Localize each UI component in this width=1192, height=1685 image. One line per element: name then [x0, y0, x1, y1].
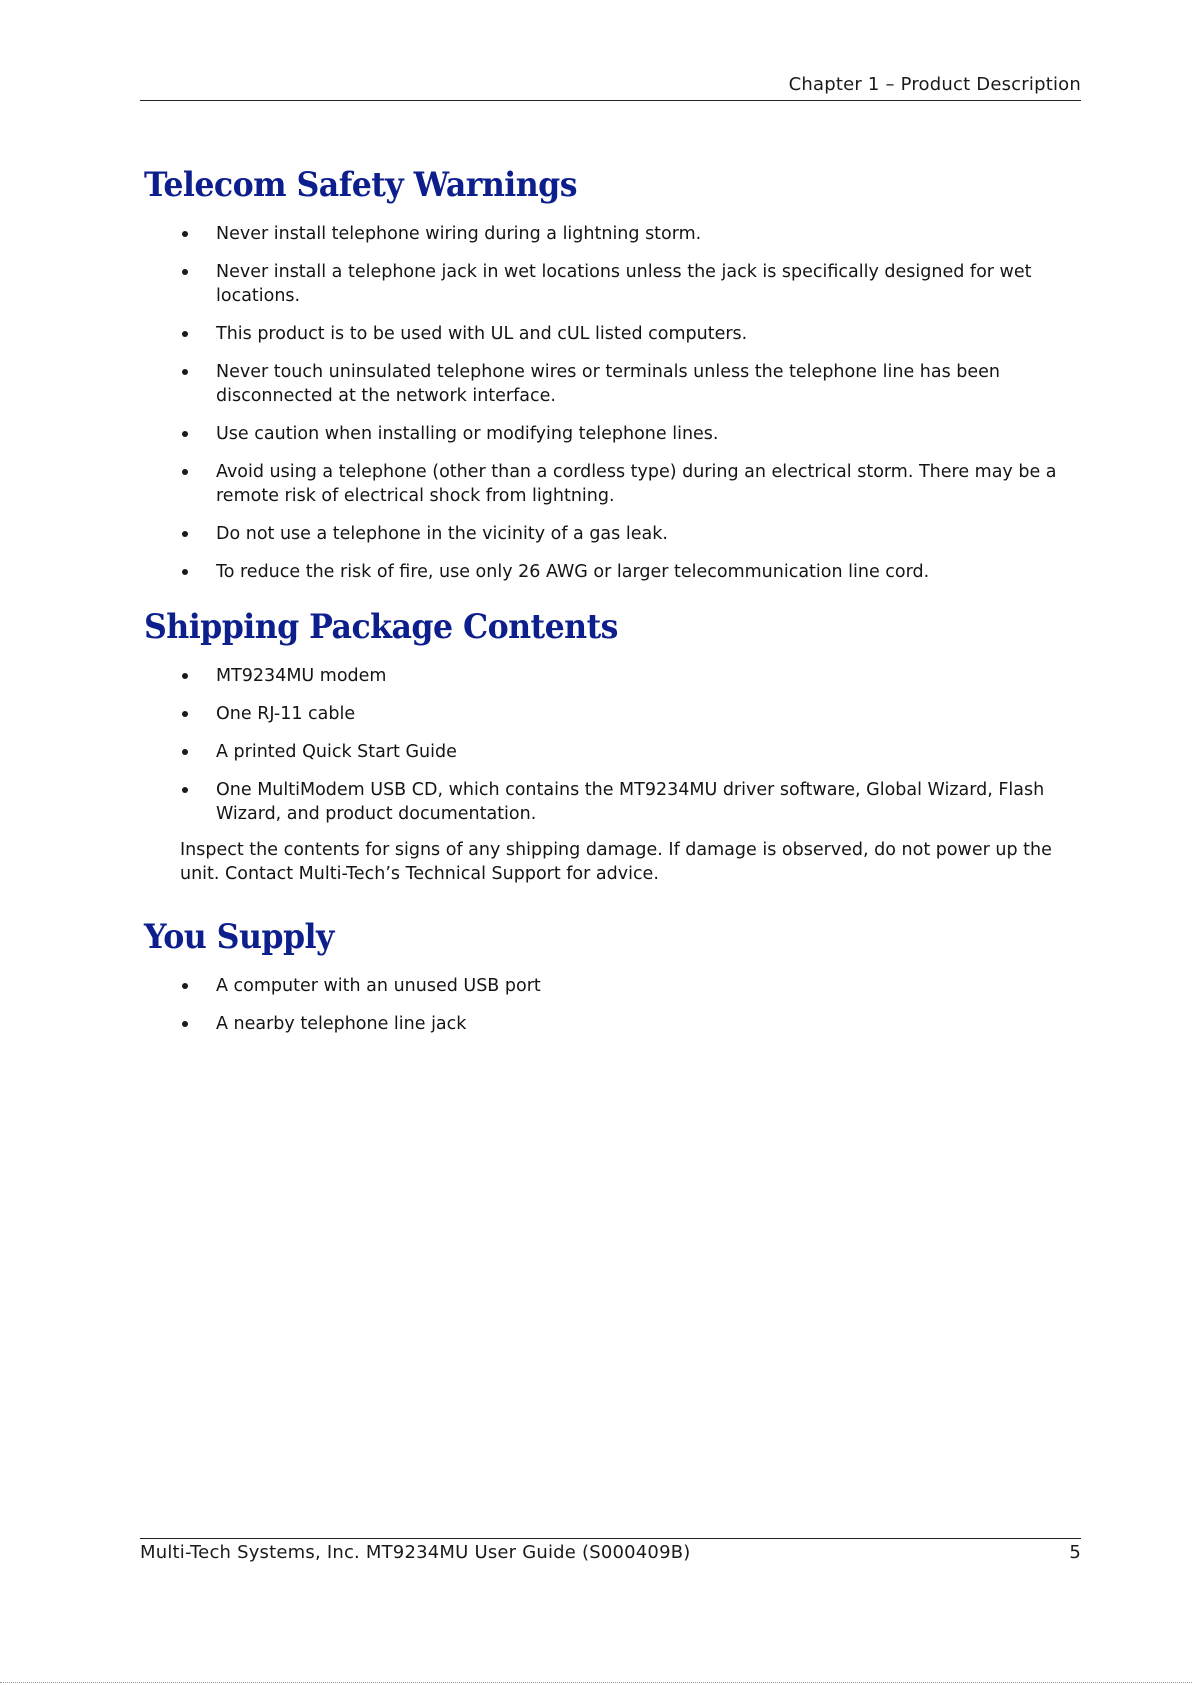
bullet-list: [144, 664, 1084, 826]
list-item-text: Never install a telephone jack in wet locations unless the jack is specifically designed for wet locations.: [216, 262, 1032, 306]
bullet-icon: [182, 331, 188, 337]
section-you-supply: [144, 912, 1084, 1036]
section-heading: You Supply: [144, 917, 334, 957]
list-item-text: Avoid using a telephone (other than a cordless type) during an electrical storm. There may be a remote risk of electrical shock from lightning.: [216, 462, 1057, 506]
bullet-icon: [182, 231, 188, 237]
page-number: 5: [1069, 1542, 1081, 1563]
list-item-text: This product is to be used with UL and cUL listed computers.: [216, 324, 748, 344]
list-item: [144, 460, 1084, 508]
list-item: [144, 360, 1084, 408]
list-item: [144, 322, 1084, 346]
page-edge-divider: [0, 1682, 1192, 1683]
bullet-icon: [182, 569, 188, 575]
list-item: [144, 422, 1084, 446]
list-item-text: To reduce the risk of fire, use only 26 AWG or larger telecommunication line cord.: [216, 562, 930, 582]
list-item: [144, 740, 1084, 764]
bullet-icon: [182, 749, 188, 755]
footer-rule: [140, 1538, 1081, 1539]
list-item-text: A nearby telephone line jack: [216, 1014, 467, 1034]
bullet-icon: [182, 369, 188, 375]
bullet-list: [144, 222, 1084, 584]
list-item: [144, 1012, 1084, 1036]
header-rule: [140, 100, 1081, 101]
bullet-icon: [182, 269, 188, 275]
bullet-icon: [182, 711, 188, 717]
list-item: [144, 974, 1084, 998]
bullet-icon: [182, 983, 188, 989]
list-item-text: Never touch uninsulated telephone wires or terminals unless the telephone line has been disconnected at the network interface.: [216, 362, 1001, 406]
bullet-icon: [182, 673, 188, 679]
footer-publication: Multi-Tech Systems, Inc. MT9234MU User Guide (S000409B): [140, 1542, 691, 1563]
inspection-note: Inspect the contents for signs of any shipping damage. If damage is observed, do not power up the unit. Contact Multi-Tech’s Technical Support for advice.: [180, 840, 1052, 884]
list-item: [144, 778, 1084, 826]
section-heading: Shipping Package Contents: [144, 607, 618, 647]
list-item: [144, 260, 1084, 308]
page-body: [144, 160, 1084, 1050]
list-item-text: MT9234MU modem: [216, 666, 387, 686]
running-header: Chapter 1 – Product Description: [788, 74, 1081, 95]
list-item-text: Do not use a telephone in the vicinity of a gas leak.: [216, 524, 668, 544]
section-shipping-package-contents: [144, 602, 1084, 886]
list-item-text: Use caution when installing or modifying telephone lines.: [216, 424, 719, 444]
list-item-text: A printed Quick Start Guide: [216, 742, 457, 762]
bullet-icon: [182, 1021, 188, 1027]
list-item: [144, 702, 1084, 726]
list-item-text: A computer with an unused USB port: [216, 976, 541, 996]
bullet-list: [144, 974, 1084, 1036]
list-item: [144, 522, 1084, 546]
list-item: [144, 222, 1084, 246]
bullet-icon: [182, 787, 188, 793]
list-item-text: One RJ-11 cable: [216, 704, 356, 724]
list-item: [144, 560, 1084, 584]
bullet-icon: [182, 431, 188, 437]
list-item-text: Never install telephone wiring during a lightning storm.: [216, 224, 702, 244]
bullet-icon: [182, 469, 188, 475]
bullet-icon: [182, 531, 188, 537]
list-item: [144, 664, 1084, 688]
running-footer: [140, 1542, 1081, 1563]
section-telecom-safety-warnings: [144, 160, 1084, 584]
section-heading: Telecom Safety Warnings: [144, 165, 577, 205]
list-item-text: One MultiModem USB CD, which contains the MT9234MU driver software, Global Wizard, Flash Wizard, and product documentation.: [216, 780, 1045, 824]
